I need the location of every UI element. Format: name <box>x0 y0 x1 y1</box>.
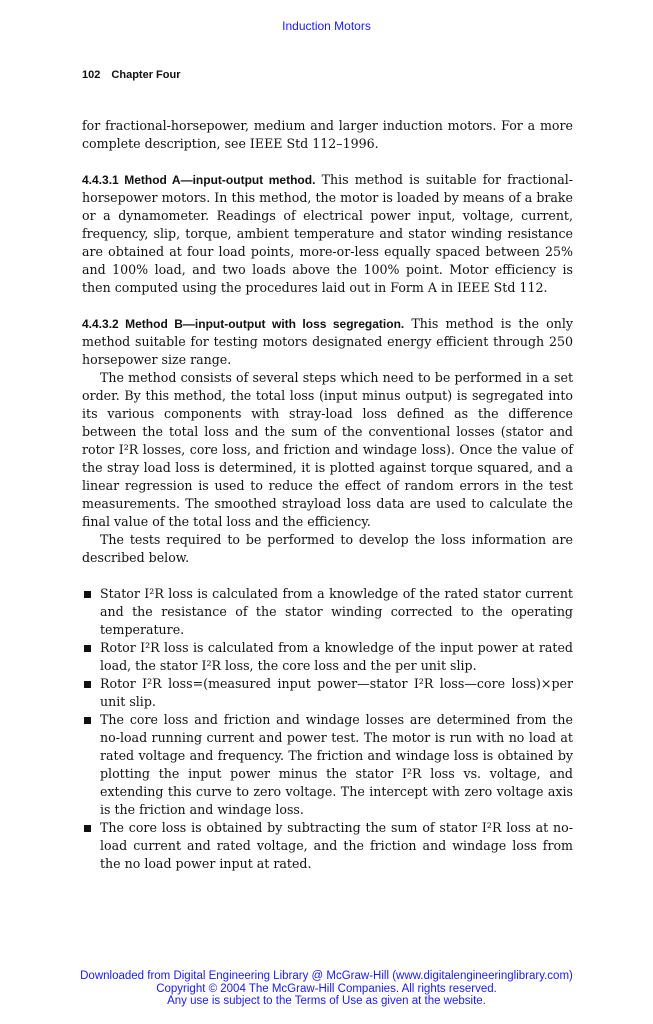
chapter-title: Chapter Four <box>111 69 181 81</box>
page-number: 102 <box>82 69 101 81</box>
loss-tests-list <box>82 585 573 873</box>
list-item-text: The core loss is obtained by subtracting the sum of stator I²R loss at no-load current and rated voltage, and the friction and windage loss from the no load power input at rated. <box>100 820 573 871</box>
method-b-heading: 4.4.3.2 Method B—input-output with loss segregation. <box>82 317 405 331</box>
method-a-paragraph <box>82 171 573 297</box>
bullet-icon <box>84 681 91 688</box>
chapter-line <box>82 69 180 81</box>
list-item-text: Stator I²R loss is calculated from a knowledge of the rated stator current and the resistance of the stator winding corrected to the operating temperature. <box>100 586 573 637</box>
page-body <box>82 117 573 873</box>
list-item-text: Rotor I²R loss is calculated from a knowledge of the input power at rated load, the stator I²R loss, the core loss and the per unit slip. <box>100 640 573 673</box>
method-a-text: This method is suitable for fractional-horsepower motors. In this method, the motor is loaded by means of a brake or a dynamometer. Readings of electrical power input, voltage, current, frequency, slip, torque, ambient temperature and stator winding resistance are obtained at four load points, more-or-less equally spaced between 25% and 100% load, and two loads above the 100% point. Motor efficiency is then computed using the procedures laid out in Form A in IEEE Std 112. <box>82 172 573 295</box>
bullet-icon <box>84 591 91 598</box>
bullet-icon <box>84 645 91 652</box>
method-a-heading: 4.4.3.1 Method A—input-output method. <box>82 173 316 187</box>
page-footer <box>0 970 653 1008</box>
running-header-title: Induction Motors <box>282 19 371 33</box>
list-item <box>82 675 573 711</box>
list-item <box>82 819 573 873</box>
footer-terms: Any use is subject to the Terms of Use as given at the website. <box>167 995 486 1007</box>
bullet-icon <box>84 825 91 832</box>
method-b-text: This method is the only method suitable for testing motors designated energy efficient through 250 horsepower size range. <box>82 316 573 367</box>
footer-download-link[interactable]: Downloaded from Digital Engineering Library @ McGraw-Hill (www.digitalengineeringlibrary.com) <box>80 970 573 982</box>
list-item <box>82 585 573 639</box>
list-item-text: The core loss and friction and windage losses are determined from the no-load running current and power test. The motor is run with no load at rated voltage and frequency. The friction and windage loss is obtained by plotting the input power minus the stator I²R loss vs. voltage, and extending this curve to zero voltage. The intercept with zero voltage axis is the friction and windage loss. <box>100 712 573 817</box>
method-b-paragraph <box>82 315 573 369</box>
footer-copyright: Copyright © 2004 The McGraw-Hill Companies. All rights reserved. <box>156 982 497 995</box>
intro-paragraph: for fractional-horsepower, medium and larger induction motors. For a more complete description, see IEEE Std 112–1996. <box>82 118 573 151</box>
list-item <box>82 639 573 675</box>
method-b-tests-paragraph: The tests required to be performed to develop the loss information are described below. <box>82 532 573 565</box>
list-item <box>82 711 573 819</box>
bullet-icon <box>84 717 91 724</box>
method-b-steps-paragraph: The method consists of several steps which need to be performed in a set order. By this method, the total loss (input minus output) is segregated into its various components with stray-load loss defined as the difference between the total loss and the sum of the conventional losses (stator and rotor I²R losses, core loss, and friction and windage loss). Once the value of the stray load loss is determined, it is plotted against torque squared, and a linear regression is used to reduce the effect of random errors in the test measurements. The smoothed strayload loss data are used to calculate the final value of the total loss and the efficiency. <box>82 370 573 529</box>
list-item-text: Rotor I²R loss=(measured input power—stator I²R loss—core loss)×per unit slip. <box>100 676 573 709</box>
